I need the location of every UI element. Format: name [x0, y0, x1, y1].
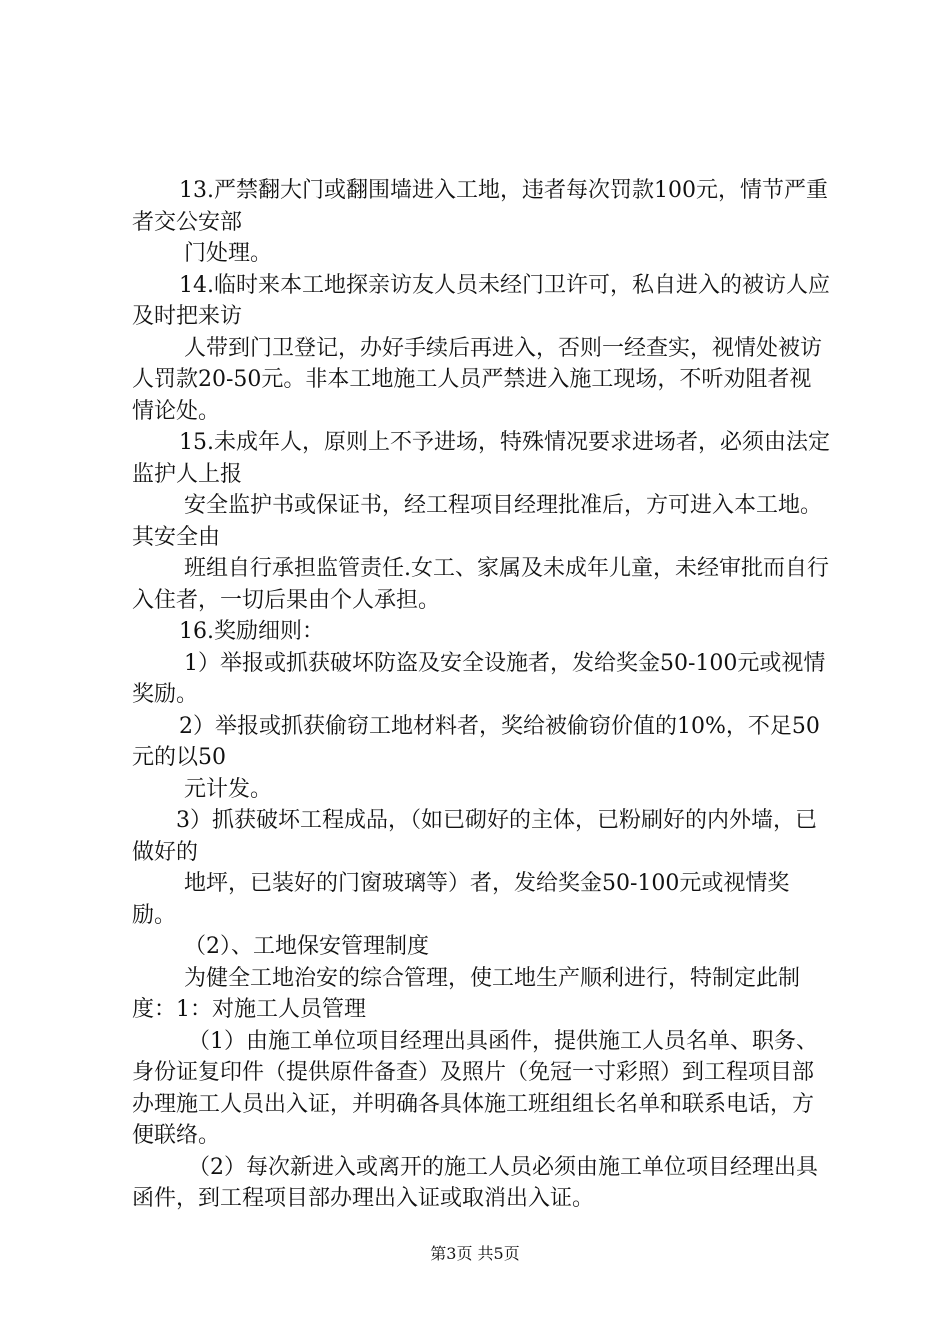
paragraph: 安全监护书或保证书，经工程项目经理批准后，方可进入本工地。其安全由 — [132, 493, 823, 550]
section-heading: （2）、工地保安管理制度 — [184, 934, 429, 959]
paragraph: 为健全工地治安的综合管理，使工地生产顺利进行，特制定此制度：1：对施工人员管理 — [132, 965, 801, 1022]
paragraph: 地坪，已装好的门窗玻璃等）者，发给奖金50-100元或视情奖励。 — [132, 871, 790, 928]
document-body — [132, 175, 832, 1215]
paragraph: （1）由施工单位项目经理出具函件，提供施工人员名单、职务、身份证复印件（提供原件备查）及照片（免冠一寸彩照）到工程项目部办理施工人员出入证，并明确各具体施工班组组长名单和联系电话，方便联络。 — [132, 1028, 818, 1148]
paragraph: 14.临时来本工地探亲访友人员未经门卫许可，私自进入的被访人应及时把来访 — [132, 272, 830, 329]
paragraph: 元计发。 — [184, 776, 273, 802]
paragraph: 3）抓获破坏工程成品，（如已砌好的主体，已粉刷好的内外墙，已做好的 — [132, 808, 817, 865]
page-number-footer: 第3页 共5页 — [430, 1244, 520, 1263]
paragraph: 2）举报或抓获偷窃工地材料者，奖给被偷窃价值的10%，不足50元的以50 — [132, 713, 820, 770]
paragraph: 15.未成年人，原则上不予进场，特殊情况要求进场者，必须由法定监护人上报 — [132, 430, 830, 487]
paragraph: （2）每次新进入或离开的施工人员必须由施工单位项目经理出具函件，到工程项目部办理出入证或取消出入证。 — [132, 1154, 818, 1211]
paragraph: 人带到门卫登记，办好手续后再进入，否则一经查实，视情处被访人罚款20-50元。非本工地施工人员严禁进入施工现场，不听劝阻者视情论处。 — [132, 335, 823, 424]
paragraph: 1）举报或抓获破坏防盗及安全设施者，发给奖金50-100元或视情奖励。 — [132, 650, 826, 707]
paragraph: 班组自行承担监管责任.女工、家属及未成年儿童，未经审批而自行入住者，一切后果由个人承担。 — [132, 556, 829, 613]
paragraph: 13.严禁翻大门或翻围墙进入工地，违者每次罚款100元，情节严重者交公安部 — [132, 178, 828, 235]
paragraph: 门处理。 — [184, 241, 273, 266]
paragraph: 16.奖励细则： — [179, 619, 324, 644]
